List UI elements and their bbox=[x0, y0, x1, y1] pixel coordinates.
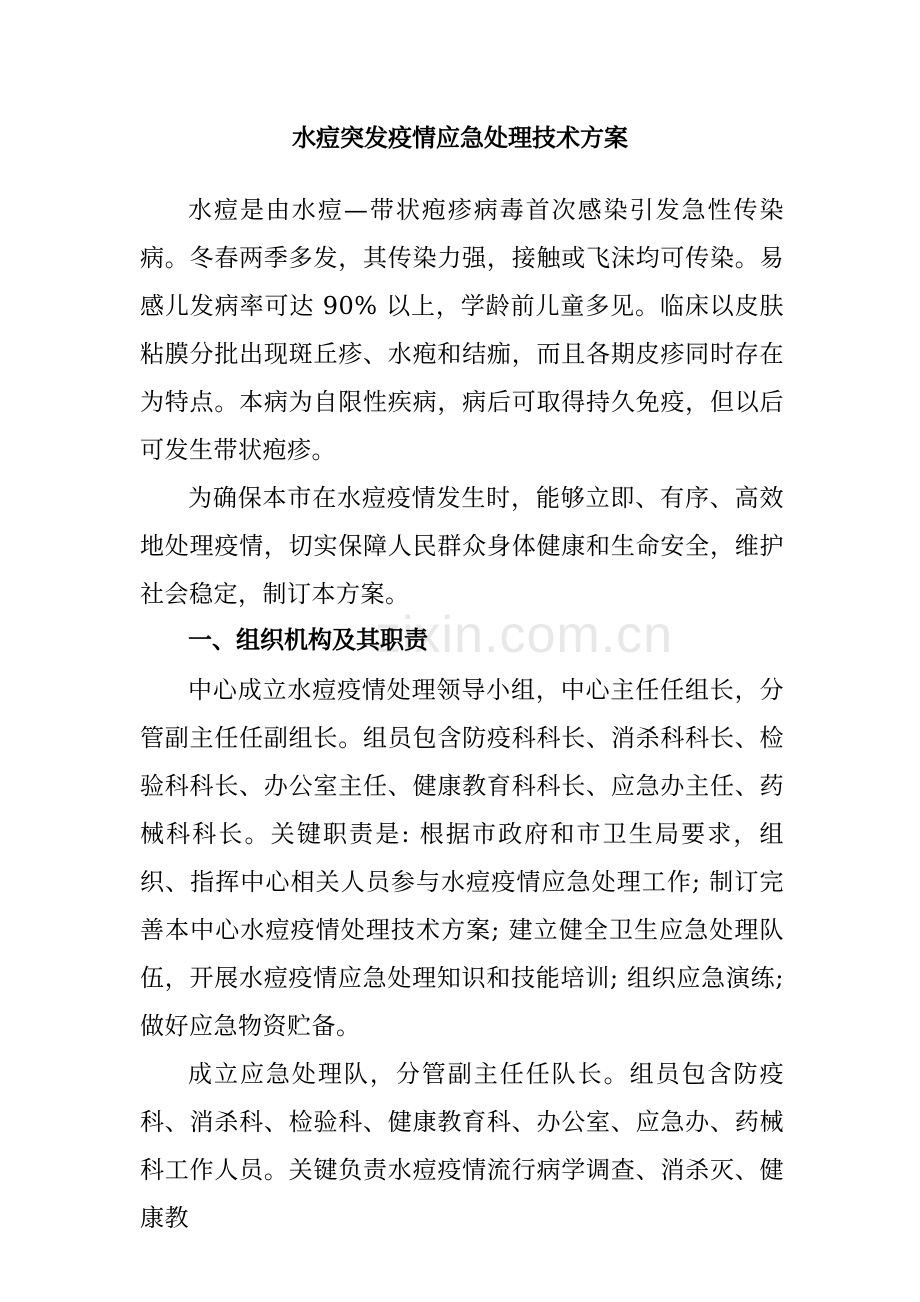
leadership-group-paragraph: 中心成立水痘疫情处理领导小组，中心主任任组长，分管副主任任副组长。组员包含防疫科科长、消杀科科长、检验科科长、办公室主任、健康教育科科长、应急办主任、药械科科长。关键职责是: 根据市政府和市卫生局要求，组织、指挥中心相关人员参与水痘疫情应急处理工作; 制订完善本中心水痘疫情处理技术方案; 建立健全卫生应急处理队伍，开展水痘疫情应急处理知识和技能培训; 组织应急演练; 做好应急物资贮备。 bbox=[140, 676, 784, 1040]
purpose-paragraph: 为确保本市在水痘疫情发生时，能够立即、有序、高效地处理疫情，切实保障人民群众身体健康和生命安全，维护社会稳定，制订本方案。 bbox=[140, 484, 784, 608]
watermark: zixin.com.cn bbox=[375, 606, 674, 664]
section-heading: 一、组织机构及其职责 bbox=[188, 626, 428, 654]
intro-paragraph: 水痘是由水痘—带状疱疹病毒首次感染引发急性传染病。冬春两季多发，其传染力强，接触或飞沫均可传染。易感儿发病率可达 90% 以上，学龄前儿童多见。临床以皮肤粘膜分批出现斑丘疹、水疱和结痂，而且各期皮疹同时存在为特点。本病为自限性疾病，病后可取得持久免疫，但以后可发生带状疱疹。 bbox=[140, 196, 784, 464]
document-title: 水痘突发疫情应急处理技术方案 bbox=[292, 124, 628, 152]
response-team-paragraph: 成立应急处理队，分管副主任任队长。组员包含防疫科、消杀科、检验科、健康教育科、办公室、应急办、药械科工作人员。关键负责水痘疫情流行病学调查、消杀灭、健康教 bbox=[140, 1060, 784, 1232]
